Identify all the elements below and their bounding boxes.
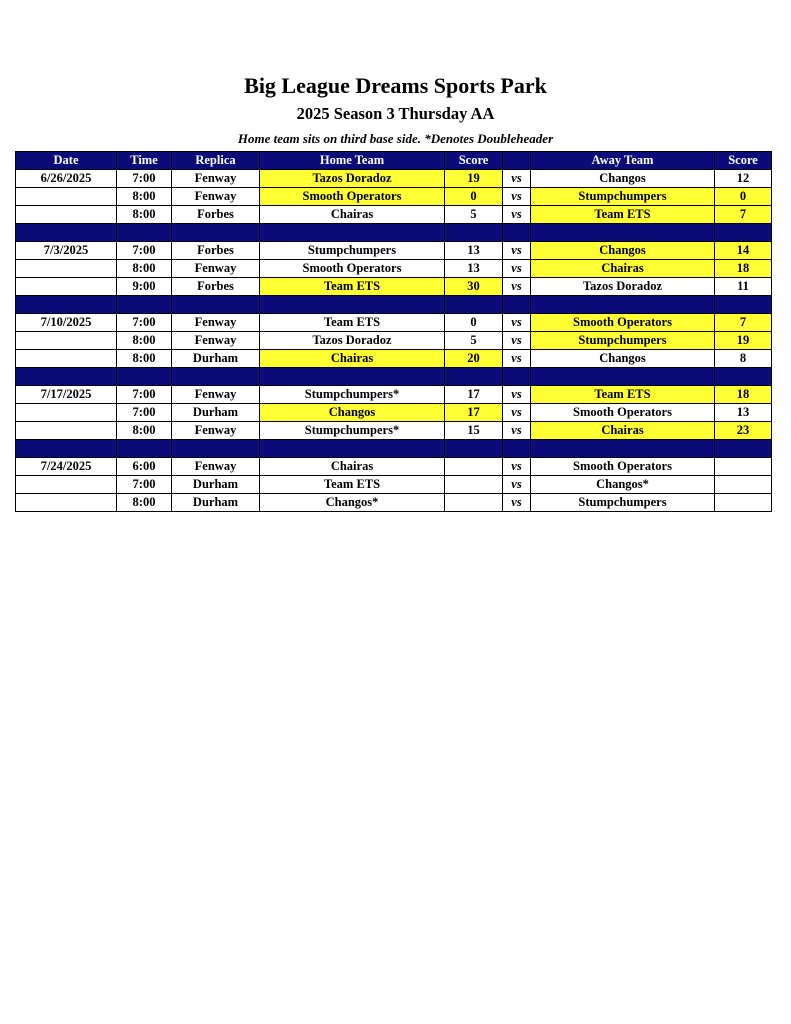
home-score: 15	[445, 422, 503, 440]
home-team: Stumpchumpers	[260, 242, 445, 260]
vs-label: vs	[503, 476, 531, 494]
separator-cell	[445, 440, 503, 458]
game-date	[16, 404, 117, 422]
vs-label: vs	[503, 170, 531, 188]
vs-label: vs	[503, 458, 531, 476]
home-score	[445, 494, 503, 512]
game-row	[16, 332, 772, 350]
away-team: Smooth Operators	[531, 314, 715, 332]
game-date	[16, 350, 117, 368]
away-team: Smooth Operators	[531, 404, 715, 422]
away-score: 7	[715, 314, 772, 332]
home-score: 0	[445, 314, 503, 332]
game-row	[16, 494, 772, 512]
home-team: Chairas	[260, 350, 445, 368]
away-score: 12	[715, 170, 772, 188]
away-team: Chairas	[531, 260, 715, 278]
separator-cell	[117, 440, 172, 458]
time-column-header: Time	[117, 152, 172, 170]
vs-label: vs	[503, 278, 531, 296]
game-date	[16, 476, 117, 494]
home-team: Smooth Operators	[260, 188, 445, 206]
separator-cell	[445, 224, 503, 242]
separator-cell	[503, 440, 531, 458]
game-time: 8:00	[117, 332, 172, 350]
separator-cell	[172, 224, 260, 242]
away-team: Smooth Operators	[531, 458, 715, 476]
vs-column-header	[503, 152, 531, 170]
schedule-table	[15, 151, 772, 512]
page-subtitle: 2025 Season 3 Thursday AA	[296, 104, 495, 123]
away-team: Changos	[531, 170, 715, 188]
game-time: 7:00	[117, 170, 172, 188]
home-team-column-header: Home Team	[260, 152, 445, 170]
home-team: Tazos Doradoz	[260, 170, 445, 188]
separator-cell	[503, 224, 531, 242]
week-separator	[16, 296, 772, 314]
home-team: Team ETS	[260, 314, 445, 332]
game-date	[16, 278, 117, 296]
game-date: 7/17/2025	[16, 386, 117, 404]
away-team: Team ETS	[531, 386, 715, 404]
home-team: Chairas	[260, 458, 445, 476]
game-row	[16, 242, 772, 260]
home-score: 13	[445, 260, 503, 278]
game-replica: Durham	[172, 404, 260, 422]
home-score	[445, 476, 503, 494]
schedule-body	[16, 170, 772, 512]
separator-cell	[715, 368, 772, 386]
game-row	[16, 350, 772, 368]
vs-label: vs	[503, 188, 531, 206]
game-row	[16, 206, 772, 224]
separator-cell	[531, 224, 715, 242]
away-score: 18	[715, 386, 772, 404]
away-score	[715, 494, 772, 512]
away-score: 13	[715, 404, 772, 422]
away-team: Changos	[531, 350, 715, 368]
separator-cell	[715, 440, 772, 458]
separator-cell	[172, 368, 260, 386]
game-replica: Durham	[172, 494, 260, 512]
vs-label: vs	[503, 350, 531, 368]
vs-label: vs	[503, 332, 531, 350]
away-score: 23	[715, 422, 772, 440]
vs-label: vs	[503, 242, 531, 260]
away-score: 14	[715, 242, 772, 260]
week-separator	[16, 440, 772, 458]
separator-cell	[172, 296, 260, 314]
game-replica: Fenway	[172, 458, 260, 476]
game-time: 8:00	[117, 260, 172, 278]
away-team-column-header: Away Team	[531, 152, 715, 170]
home-team: Tazos Doradoz	[260, 332, 445, 350]
home-score: 20	[445, 350, 503, 368]
vs-label: vs	[503, 422, 531, 440]
away-team: Changos	[531, 242, 715, 260]
home-team: Smooth Operators	[260, 260, 445, 278]
separator-cell	[172, 440, 260, 458]
game-date: 7/24/2025	[16, 458, 117, 476]
game-time: 8:00	[117, 188, 172, 206]
game-replica: Fenway	[172, 314, 260, 332]
home-score: 17	[445, 386, 503, 404]
away-score: 18	[715, 260, 772, 278]
game-row	[16, 314, 772, 332]
separator-cell	[715, 224, 772, 242]
home-team: Stumpchumpers*	[260, 386, 445, 404]
game-date	[16, 206, 117, 224]
game-date	[16, 332, 117, 350]
vs-label: vs	[503, 314, 531, 332]
separator-cell	[16, 296, 117, 314]
away-score: 11	[715, 278, 772, 296]
separator-cell	[16, 440, 117, 458]
away-score: 7	[715, 206, 772, 224]
game-replica: Fenway	[172, 386, 260, 404]
away-score: 0	[715, 188, 772, 206]
home-team: Chairas	[260, 206, 445, 224]
separator-cell	[503, 296, 531, 314]
home-team: Team ETS	[260, 278, 445, 296]
separator-cell	[260, 296, 445, 314]
game-time: 8:00	[117, 206, 172, 224]
game-date: 6/26/2025	[16, 170, 117, 188]
home-team: Stumpchumpers*	[260, 422, 445, 440]
game-time: 7:00	[117, 314, 172, 332]
away-score	[715, 476, 772, 494]
game-replica: Durham	[172, 350, 260, 368]
game-time: 8:00	[117, 494, 172, 512]
separator-cell	[503, 368, 531, 386]
game-replica: Fenway	[172, 188, 260, 206]
home-team: Team ETS	[260, 476, 445, 494]
game-replica: Forbes	[172, 278, 260, 296]
home-score: 17	[445, 404, 503, 422]
page-title: Big League Dreams Sports Park	[244, 73, 547, 98]
home-score: 5	[445, 206, 503, 224]
game-date	[16, 422, 117, 440]
week-separator	[16, 368, 772, 386]
game-time: 7:00	[117, 386, 172, 404]
home-score-column-header: Score	[445, 152, 503, 170]
away-team: Stumpchumpers	[531, 494, 715, 512]
game-row	[16, 404, 772, 422]
game-row	[16, 422, 772, 440]
game-date	[16, 260, 117, 278]
home-team: Changos*	[260, 494, 445, 512]
game-date: 7/3/2025	[16, 242, 117, 260]
game-time: 8:00	[117, 350, 172, 368]
away-team: Team ETS	[531, 206, 715, 224]
away-score-column-header: Score	[715, 152, 772, 170]
away-team: Changos*	[531, 476, 715, 494]
separator-cell	[445, 368, 503, 386]
game-replica: Fenway	[172, 332, 260, 350]
replica-column-header: Replica	[172, 152, 260, 170]
separator-cell	[260, 440, 445, 458]
game-replica: Forbes	[172, 206, 260, 224]
game-replica: Fenway	[172, 422, 260, 440]
home-score: 30	[445, 278, 503, 296]
home-team: Changos	[260, 404, 445, 422]
separator-cell	[16, 224, 117, 242]
home-score: 0	[445, 188, 503, 206]
separator-cell	[715, 296, 772, 314]
schedule-note: Home team sits on third base side. *Denotes Doubleheader	[237, 131, 554, 146]
vs-label: vs	[503, 494, 531, 512]
vs-label: vs	[503, 260, 531, 278]
game-time: 6:00	[117, 458, 172, 476]
away-team: Stumpchumpers	[531, 188, 715, 206]
vs-label: vs	[503, 404, 531, 422]
game-replica: Fenway	[172, 260, 260, 278]
separator-cell	[531, 296, 715, 314]
game-time: 7:00	[117, 404, 172, 422]
separator-cell	[117, 368, 172, 386]
separator-cell	[16, 368, 117, 386]
date-column-header: Date	[16, 152, 117, 170]
home-score	[445, 458, 503, 476]
game-row	[16, 458, 772, 476]
game-row	[16, 170, 772, 188]
game-row	[16, 260, 772, 278]
home-score: 13	[445, 242, 503, 260]
away-team: Tazos Doradoz	[531, 278, 715, 296]
away-score: 8	[715, 350, 772, 368]
game-time: 7:00	[117, 242, 172, 260]
game-row	[16, 278, 772, 296]
game-replica: Fenway	[172, 170, 260, 188]
game-row	[16, 386, 772, 404]
game-row	[16, 188, 772, 206]
away-score	[715, 458, 772, 476]
separator-cell	[260, 224, 445, 242]
separator-cell	[531, 368, 715, 386]
away-team: Chairas	[531, 422, 715, 440]
vs-label: vs	[503, 206, 531, 224]
game-row	[16, 476, 772, 494]
separator-cell	[531, 440, 715, 458]
away-score: 19	[715, 332, 772, 350]
vs-label: vs	[503, 386, 531, 404]
game-time: 8:00	[117, 422, 172, 440]
separator-cell	[117, 224, 172, 242]
away-team: Stumpchumpers	[531, 332, 715, 350]
game-time: 9:00	[117, 278, 172, 296]
home-score: 19	[445, 170, 503, 188]
week-separator	[16, 224, 772, 242]
game-replica: Forbes	[172, 242, 260, 260]
game-date: 7/10/2025	[16, 314, 117, 332]
header-row	[16, 152, 772, 170]
game-date	[16, 494, 117, 512]
game-replica: Durham	[172, 476, 260, 494]
game-time: 7:00	[117, 476, 172, 494]
separator-cell	[260, 368, 445, 386]
game-date	[16, 188, 117, 206]
home-score: 5	[445, 332, 503, 350]
separator-cell	[445, 296, 503, 314]
separator-cell	[117, 296, 172, 314]
